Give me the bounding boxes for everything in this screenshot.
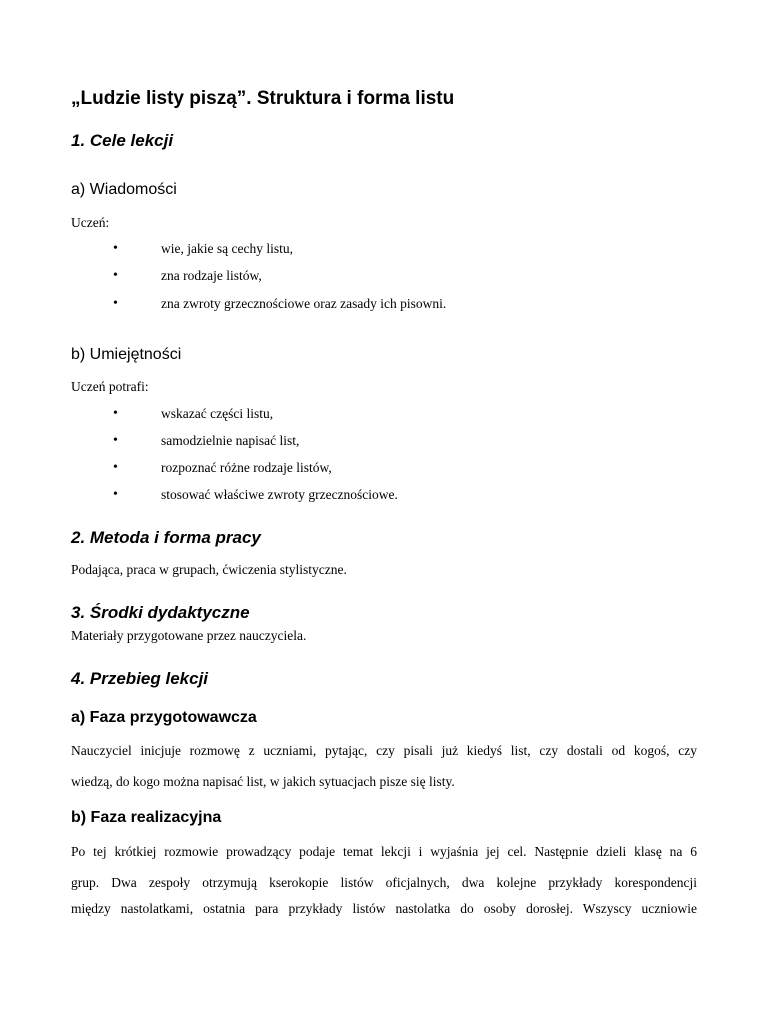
paragraph-metoda: Podająca, praca w grupach, ćwiczenia stylistyczne. xyxy=(71,562,347,577)
paragraph-srodki: Materiały przygotowane przez nauczyciela. xyxy=(71,628,307,643)
subheading-umiejetnosci: b) Umiejętności xyxy=(71,346,182,363)
bullet-icon: • xyxy=(113,433,118,448)
lead-text-wiadomosci: Uczeń: xyxy=(71,215,110,230)
bullet-icon: • xyxy=(113,460,118,475)
bullet-icon: • xyxy=(113,268,118,283)
document-title: „Ludzie listy piszą”. Struktura i forma listu xyxy=(71,88,455,109)
bullet-icon: • xyxy=(113,406,118,421)
section-heading-metoda: 2. Metoda i forma pracy xyxy=(71,528,261,547)
paragraph-line: grup. Dwa zespoły otrzymują kserokopie listów oficjalnych, dwa kolejne przykłady korespondencji xyxy=(71,875,697,890)
section-heading-cele: 1. Cele lekcji xyxy=(71,131,174,150)
bullet-icon: • xyxy=(113,241,118,256)
bullet-icon: • xyxy=(113,487,118,502)
section-heading-przebieg: 4. Przebieg lekcji xyxy=(71,669,209,688)
section-heading-srodki: 3. Środki dydaktyczne xyxy=(71,603,250,622)
subheading-realizacyjna: b) Faza realizacyjna xyxy=(71,809,222,826)
paragraph-line: Nauczyciel inicjuje rozmowę z uczniami, pytając, czy pisali już kiedyś list, czy dostali od kogoś, czy xyxy=(71,743,697,758)
lead-text-umiejetnosci: Uczeń potrafi: xyxy=(71,379,149,394)
paragraph-line: Po tej krótkiej rozmowie prowadzący podaje temat lekcji i wyjaśnia jej cel. Następnie dzieli klasę na 6 xyxy=(71,844,697,859)
subheading-przygotowawcza: a) Faza przygotowawcza xyxy=(71,709,257,726)
document-page: „Ludzie listy piszą”. Struktura i forma listu 1. Cele lekcji a) Wiadomości Uczeń: • wie, jakie są cechy listu, • zna rodzaje listów, • zna zwroty grzecznościowe oraz zasady ich pisowni. b) Umiejętności Uczeń potrafi: • wskazać części listu, • samodzielnie napisać list, • rozpoznać różne rodzaje listów, • stosować właściwe zwroty grzecznościowe. 2. Metoda i forma pracy Podająca, praca w grupach, ćwiczenia stylistyczne. 3. Środki dydaktyczne Materiały przygotowane przez nauczyciela. 4. Przebieg lekcji a) Faza przygotowawcza Nauczyciel inicjuje rozmowę z uczniami, pytając, czy pisali już kiedyś list, czy dostali od kogoś, czy wiedzą, do kogo można napisać list, w jakich sytuacjach pisze się listy. b) Faza realizacyjna Po tej krótkiej rozmowie prowadzący podaje temat lekcji i wyjaśnia jej cel. Następnie dzieli klasę na 6 grup. Dwa zespoły otrzymują kserokopie listów oficjalnych, dwa kolejne przykłady korespondencji między nastolatkami, ostatnia para przykłady listów nastolatka do osoby dorosłej. Wszyscy uczniowie xyxy=(0,0,768,1024)
paragraph-line: wiedzą, do kogo można napisać list, w jakich sytuacjach pisze się listy. xyxy=(71,774,455,789)
bullet-icon: • xyxy=(113,296,118,311)
subheading-wiadomosci: a) Wiadomości xyxy=(71,181,177,198)
paragraph-line: między nastolatkami, ostatnia para przykłady listów nastolatka do osoby dorosłej. Wszyscy uczniowie xyxy=(71,901,697,916)
